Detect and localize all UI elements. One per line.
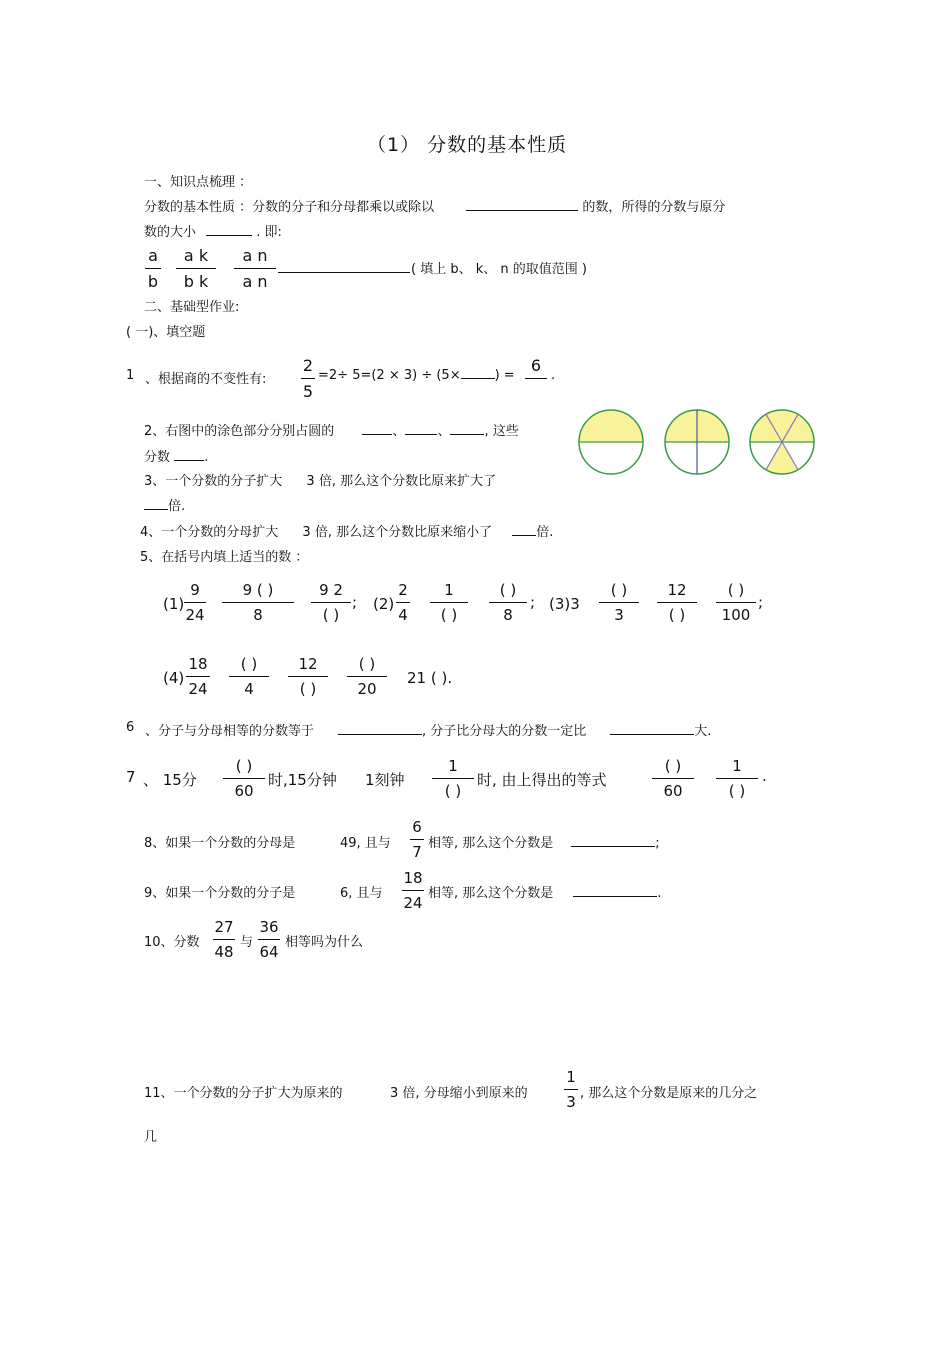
denominator[interactable]	[525, 378, 547, 398]
q7-fraction[interactable]	[432, 759, 474, 799]
q9-b: 6, 且与	[340, 886, 383, 901]
q6-c: 大.	[694, 724, 712, 739]
denominator: 100	[716, 602, 756, 623]
denominator: 5	[301, 378, 315, 400]
q1-expr: =2÷ 5=(2 × 3) ÷ (5×	[318, 368, 461, 383]
q2-line2	[144, 446, 208, 465]
q5-fraction[interactable]	[229, 657, 269, 697]
page-title: （1） 分数的基本性质	[367, 134, 568, 156]
q9-end: .	[657, 886, 662, 901]
q7-end: .	[762, 767, 767, 785]
q10-b: 与	[240, 935, 254, 950]
numerator: 27	[214, 918, 234, 936]
q8-fraction	[410, 820, 424, 860]
property-text-c: 数的大小	[144, 225, 197, 240]
q1-text: 、根据商的不变性有:	[145, 372, 267, 387]
blank[interactable]	[512, 535, 536, 536]
q7-fraction[interactable]	[652, 759, 694, 799]
numerator: ( )	[727, 581, 745, 599]
q2-line2-text: 分数	[144, 450, 171, 465]
denominator: 24	[402, 890, 424, 911]
denominator: ( )	[432, 778, 474, 799]
q5-fraction	[186, 657, 210, 697]
numerator: 6	[412, 818, 422, 836]
q3-b: 3 倍, 那么这个分数比原来扩大了	[306, 474, 497, 489]
q9-fraction	[402, 871, 424, 911]
blank[interactable]	[571, 846, 655, 847]
q1-fraction-2	[525, 358, 547, 398]
q1-fraction	[301, 358, 315, 400]
separator: ;	[530, 593, 536, 611]
numerator: a k	[183, 246, 209, 265]
q11-fraction	[564, 1070, 578, 1110]
numerator: 36	[259, 918, 279, 936]
q5-fraction[interactable]	[599, 583, 639, 623]
numerator: ( )	[499, 581, 517, 599]
q8-b: 49, 且与	[340, 836, 391, 851]
q5-part3-label: (3)3	[549, 595, 580, 613]
q7-d: 时, 由上得出的等式	[477, 771, 607, 789]
denominator: 24	[184, 602, 206, 623]
q5-fraction[interactable]	[657, 583, 697, 623]
formula-fraction-ak-bk	[176, 248, 216, 290]
q6-b: , 分子比分母大的分数一定比	[422, 724, 587, 739]
q5-fraction[interactable]	[430, 583, 468, 623]
q4-text	[140, 521, 553, 540]
blank[interactable]	[206, 235, 252, 236]
denominator: 20	[347, 676, 387, 697]
section-heading-knowledge: 一、知识点梳理 ：	[144, 175, 253, 190]
q11-b: 3 倍, 分母缩小到原来的	[390, 1086, 528, 1101]
q5-tail: 21 ( ).	[407, 669, 453, 687]
q3-line2	[144, 495, 185, 514]
q5-fraction[interactable]	[311, 583, 351, 623]
denominator: 4	[396, 602, 410, 623]
q1-end: .	[551, 368, 556, 383]
separator: ;	[352, 593, 358, 611]
q5-part4-label: (4)	[163, 669, 185, 687]
numerator: 1	[566, 1068, 576, 1086]
blank[interactable]	[338, 734, 422, 735]
q3-a: 3、一个分数的分子扩大	[144, 474, 283, 489]
numerator: 2	[302, 356, 314, 375]
q4-c: 倍.	[536, 525, 554, 540]
q5-fraction[interactable]	[288, 657, 328, 697]
denominator: b k	[176, 268, 216, 290]
denominator: ( )	[288, 676, 328, 697]
q5-fraction	[396, 583, 410, 623]
section-heading-homework: 二、基础型作业:	[144, 300, 240, 315]
q7-number: 7	[126, 768, 136, 786]
q10-c: 相等吗为什么	[285, 935, 364, 950]
denominator: 7	[410, 839, 424, 860]
blank[interactable]	[610, 734, 694, 735]
denominator: 64	[258, 939, 280, 960]
q10-fraction-1	[213, 920, 235, 960]
q9-c: 相等, 那么这个分数是	[428, 886, 554, 901]
q7-b: 时,15分钟	[268, 771, 337, 789]
blank[interactable]	[144, 509, 168, 510]
q5-text: 5、在括号内填上适当的数 ：	[140, 550, 309, 565]
q5-fraction	[184, 583, 206, 623]
numerator: a	[148, 246, 158, 265]
q2-line1: 2、右图中的涂色部分分别占圆的	[144, 424, 335, 439]
sep: 、	[392, 424, 406, 439]
denominator: 8	[489, 602, 527, 623]
q1-close: ) =	[494, 368, 515, 383]
q11-line2: 几	[144, 1130, 158, 1145]
denominator: a n	[234, 268, 276, 290]
denominator: ( )	[657, 602, 697, 623]
numerator: 12	[298, 655, 318, 673]
numerator: 9 ( )	[242, 581, 274, 599]
subsection-fill-blanks: ( 一)、填空题	[126, 325, 206, 340]
q9-c-line	[428, 882, 661, 901]
numerator: 9	[190, 581, 200, 599]
q4-b: 3 倍, 那么这个分数比原来缩小了	[302, 525, 493, 540]
q5-part2-label: (2)	[373, 595, 395, 613]
denominator: 4	[229, 676, 269, 697]
property-text-b: 的数，所得的分数与原分	[582, 200, 726, 215]
formula-blank[interactable]	[278, 272, 410, 273]
q2-text	[144, 420, 519, 439]
blank[interactable]	[466, 210, 578, 211]
formula-note: ( 填上 b、 k、 n 的取值范围 )	[411, 262, 587, 277]
separator: ;	[758, 593, 764, 611]
numerator: 9 2	[319, 581, 343, 599]
q4-a: 4、一个分数的分母扩大	[140, 525, 279, 540]
blank[interactable]	[362, 434, 392, 435]
q3-text	[144, 470, 496, 489]
numerator: 18	[188, 655, 208, 673]
property-text-2	[144, 221, 282, 240]
blank[interactable]	[174, 460, 204, 461]
blank[interactable]	[450, 434, 484, 435]
q5-fraction[interactable]	[222, 583, 294, 623]
sep: 、	[437, 424, 451, 439]
blank[interactable]	[405, 434, 437, 435]
numerator: 1	[448, 757, 458, 775]
property-text	[144, 196, 725, 215]
denominator: 3	[599, 602, 639, 623]
denominator: ( )	[716, 778, 758, 799]
circles-figure	[576, 405, 818, 475]
circle-sixths	[750, 410, 814, 474]
denominator: 24	[186, 676, 210, 697]
q8-c-line	[428, 832, 660, 851]
blank[interactable]	[461, 378, 495, 379]
q10-fraction-2	[258, 920, 280, 960]
q8-a: 8、如果一个分数的分母是	[144, 836, 296, 851]
numerator: 1	[732, 757, 742, 775]
q6-text	[145, 720, 711, 739]
blank[interactable]	[573, 896, 657, 897]
q11-a: 11、一个分数的分子扩大为原来的	[144, 1086, 343, 1101]
q9-a: 9、如果一个分数的分子是	[144, 886, 296, 901]
property-text-a: 分数的基本性质 ：分数的分子和分母都乘以或除以	[144, 200, 435, 215]
q1-expression	[318, 368, 515, 383]
numerator: 6	[530, 356, 542, 375]
property-text-d: . 即:	[256, 225, 282, 240]
numerator: a n	[242, 246, 268, 265]
formula-fraction-an-an	[234, 248, 276, 290]
numerator: ( )	[358, 655, 376, 673]
denominator: 8	[222, 602, 294, 623]
denominator: 3	[564, 1089, 578, 1110]
denominator: 60	[652, 778, 694, 799]
numerator: 12	[667, 581, 687, 599]
denominator: 60	[223, 778, 265, 799]
numerator: ( )	[240, 655, 258, 673]
period: .	[204, 450, 209, 465]
q8-end: ;	[655, 836, 660, 851]
q3-c: 倍.	[168, 499, 186, 514]
sep: , 这些	[484, 424, 519, 439]
q7-fraction[interactable]	[223, 759, 265, 799]
numerator: 1	[444, 581, 454, 599]
denominator: ( )	[311, 602, 351, 623]
q5-part1-label: (1)	[163, 595, 185, 613]
circle-quarters	[665, 410, 729, 474]
q7-c: 1刻钟	[365, 771, 405, 789]
q5-fraction[interactable]	[489, 583, 527, 623]
denominator: b	[145, 268, 161, 290]
q6-number: 6	[126, 720, 135, 735]
q10-a: 10、分数	[144, 935, 200, 950]
q7-fraction[interactable]	[716, 759, 758, 799]
numerator: ( )	[610, 581, 628, 599]
numerator: ( )	[664, 757, 682, 775]
q1-number: 1	[126, 368, 135, 383]
q5-fraction[interactable]	[347, 657, 387, 697]
q5-fraction[interactable]	[716, 583, 756, 623]
numerator: 18	[403, 869, 423, 887]
denominator: 48	[213, 939, 235, 960]
denominator: ( )	[430, 602, 468, 623]
q8-c: 相等, 那么这个分数是	[428, 836, 554, 851]
q11-c: , 那么这个分数是原来的几分之	[580, 1086, 758, 1101]
q7-a: 、 15分	[143, 771, 197, 789]
formula-fraction-a-b	[145, 248, 161, 290]
numerator: 2	[398, 581, 408, 599]
numerator: ( )	[235, 757, 253, 775]
q6-a: 、分子与分母相等的分数等于	[145, 724, 315, 739]
